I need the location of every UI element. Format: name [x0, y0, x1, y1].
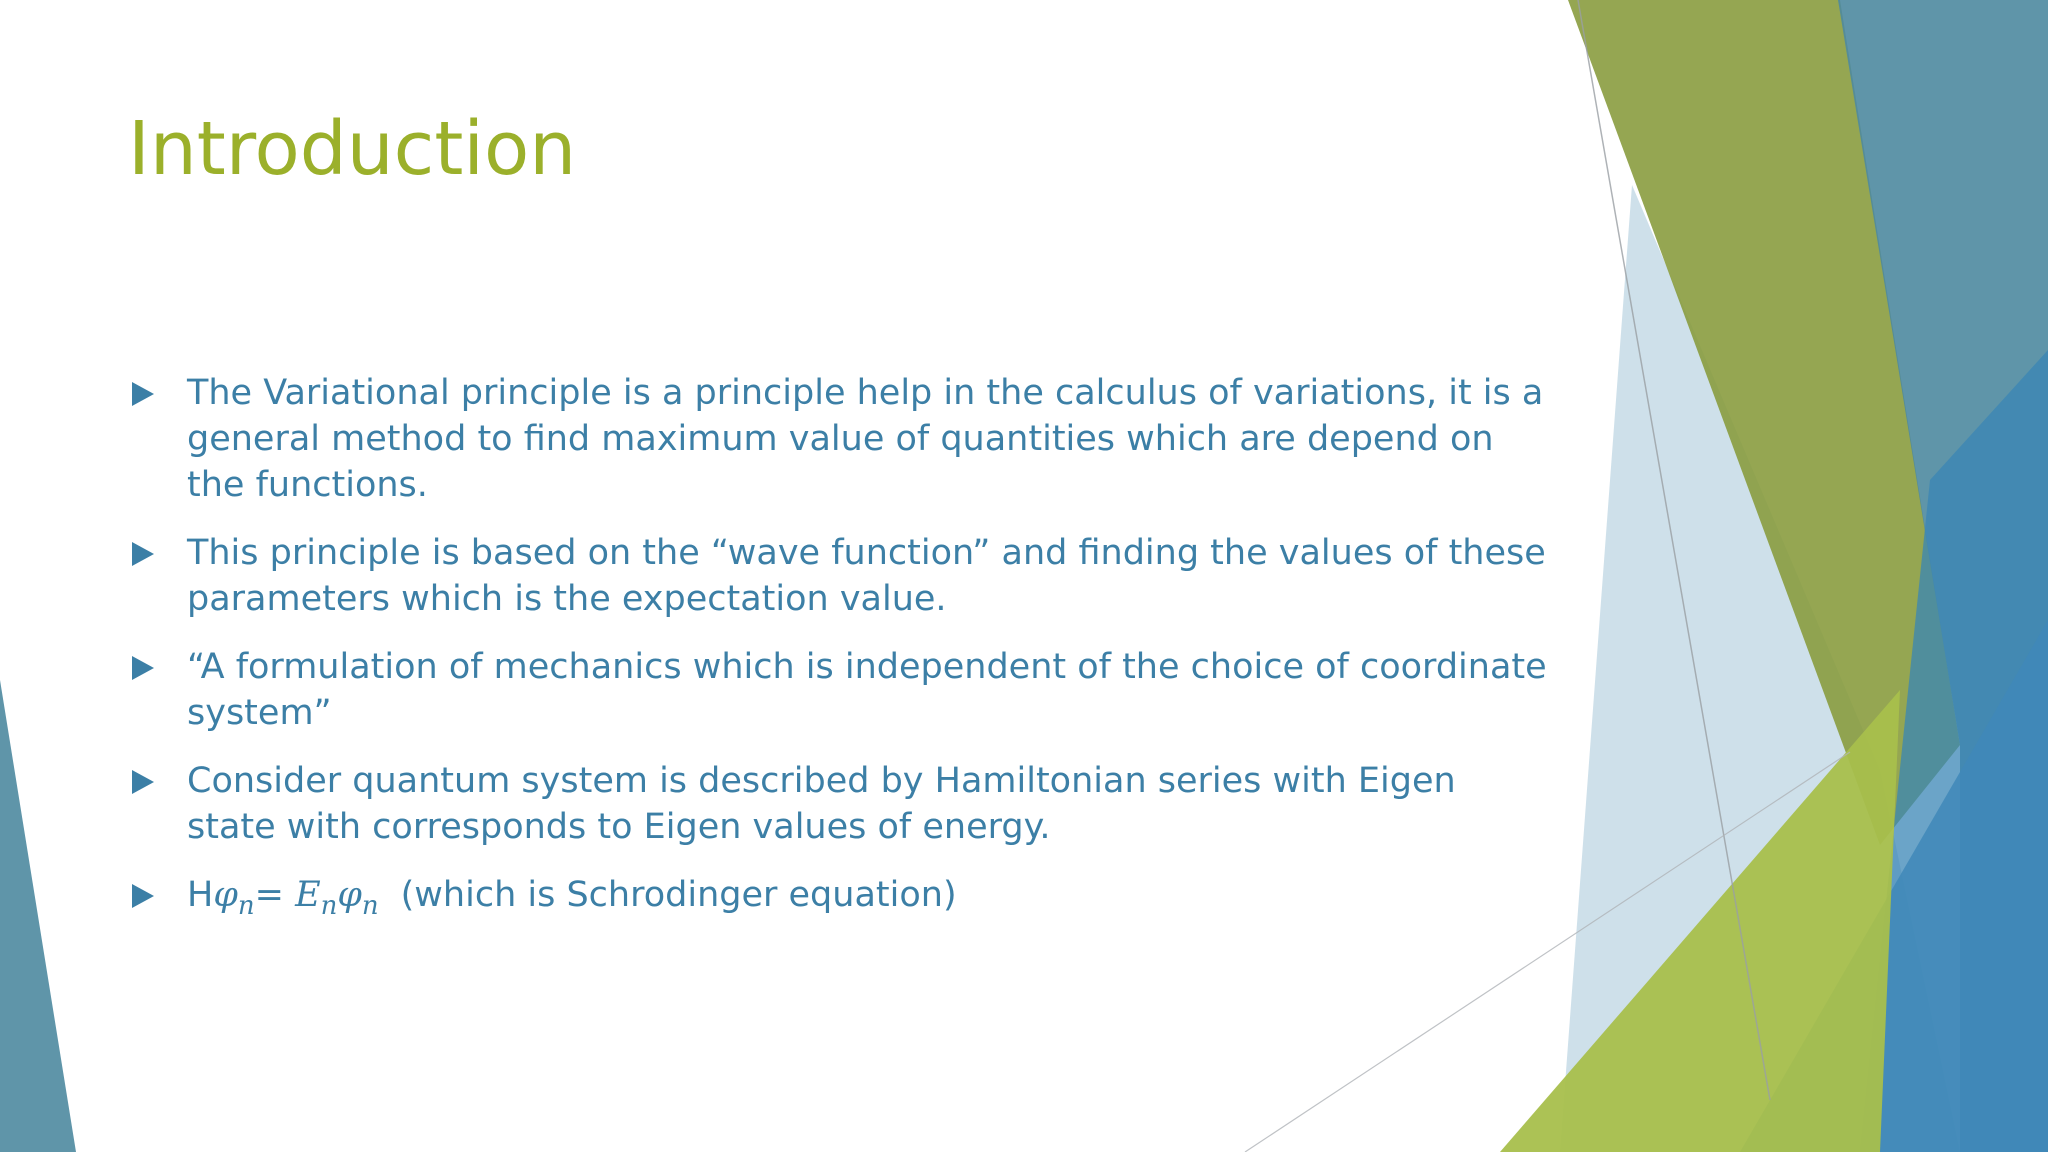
bullet-arrow-icon [132, 542, 154, 566]
bullet-item [132, 530, 1552, 622]
bullet-item-equation [132, 872, 1552, 921]
bullet-item [132, 644, 1552, 736]
equation-equals: = [254, 875, 284, 915]
bullet-text: Consider quantum system is described by Hamiltonian series with Eigen state with corresponds to Eigen values of energy. [187, 761, 1456, 847]
left-edge-shape [0, 680, 76, 1152]
schrodinger-equation [187, 875, 957, 921]
bullet-arrow-icon [132, 656, 154, 680]
bullet-text: The Variational principle is a principle help in the calculus of variations, it is a general method to find maximum value of quantities which are depend on the functions. [187, 373, 1544, 505]
bullet-text: “A formulation of mechanics which is independent of the choice of coordinate system” [187, 647, 1547, 733]
equation-phi: $\varphi_n$ [213, 875, 255, 921]
equation-h: H [187, 875, 214, 915]
bullet-arrow-icon [132, 770, 154, 794]
bullet-arrow-icon [132, 382, 154, 406]
slide-title: Introduction [128, 106, 577, 192]
bullet-item [132, 370, 1552, 508]
bullet-list [132, 370, 1552, 940]
bullet-item [132, 758, 1552, 850]
equation-note: (which is Schrodinger equation) [400, 875, 957, 915]
bullet-text: This principle is based on the “wave function” and finding the values of these parameters which is the expectation value. [187, 533, 1546, 619]
bullet-arrow-icon [132, 884, 154, 908]
equation-energy: $E_n\varphi_n$ [295, 875, 379, 921]
